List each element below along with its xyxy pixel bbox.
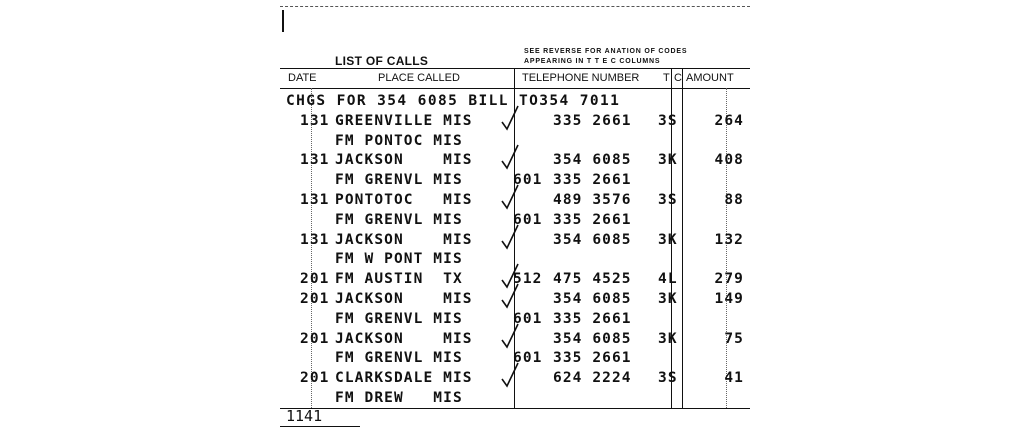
call-type-code: 3S	[658, 192, 678, 208]
header-top-rule	[280, 68, 750, 69]
call-type-code: 3S	[658, 370, 678, 387]
check-mark-icon	[500, 104, 522, 132]
origin-place: FM GRENVL MIS	[335, 172, 463, 189]
call-amount: 264	[714, 112, 744, 129]
place-called: FM AUSTIN TX	[335, 271, 463, 288]
telephone-number: 354 6085	[553, 291, 632, 307]
telephone-number: 335 2661	[553, 350, 632, 367]
check-mark-icon	[500, 361, 522, 389]
area-code: 601	[513, 310, 543, 327]
place-called: JACKSON MIS	[335, 231, 473, 248]
call-row	[280, 151, 750, 170]
page-code-underline	[280, 426, 360, 427]
call-amount: 279	[714, 271, 744, 288]
footer-rule	[280, 408, 750, 409]
check-mark-icon	[500, 223, 522, 251]
telephone-number: 335 2661	[553, 211, 632, 228]
check-mark-icon	[500, 183, 522, 211]
origin-place: FM W PONT MIS	[335, 251, 463, 268]
call-date: 131	[300, 152, 330, 169]
telephone-number: 354 6085	[553, 152, 632, 169]
col-t-header: T	[663, 72, 670, 84]
telephone-number: 335 2661	[553, 112, 632, 129]
call-type-code: 3K	[658, 330, 678, 347]
place-called: PONTOTOC MIS	[335, 192, 473, 208]
call-type-code: 3S	[658, 112, 678, 129]
page-code: 1141	[286, 407, 323, 425]
call-amount: 149	[714, 291, 744, 307]
col-date-header: DATE	[288, 72, 317, 84]
place-called: GREENVILLE MIS	[335, 112, 473, 129]
check-mark-icon	[500, 143, 522, 171]
col-telephone-header: TELEPHONE NUMBER	[522, 72, 640, 84]
call-amount: 132	[714, 231, 744, 248]
origin-place: FM GRENVL MIS	[335, 211, 463, 228]
col-amount-header: AMOUNT	[686, 72, 734, 84]
area-code: 601	[513, 211, 543, 228]
call-amount: 41	[724, 370, 744, 387]
col-place-header: PLACE CALLED	[378, 72, 460, 84]
origin-place: FM GRENVL MIS	[335, 310, 463, 327]
origin-place: FM GRENVL MIS	[335, 350, 463, 367]
place-called: JACKSON MIS	[335, 330, 473, 347]
call-amount: 408	[714, 152, 744, 169]
telephone-number: 624 2224	[553, 370, 632, 387]
telephone-number: 335 2661	[553, 172, 632, 189]
torn-top-edge	[280, 6, 750, 7]
call-row	[280, 231, 750, 250]
header-bottom-rule	[280, 88, 750, 89]
place-called: JACKSON MIS	[335, 291, 473, 307]
call-row	[280, 330, 750, 349]
origin-place: FM PONTOC MIS	[335, 132, 463, 149]
origin-place: FM DREW MIS	[335, 390, 463, 406]
check-mark-icon	[500, 282, 522, 310]
margin-mark	[282, 10, 284, 32]
codes-note-line2: APPEARING IN T T E C COLUMNS	[524, 58, 661, 65]
form-title: LIST OF CALLS	[335, 54, 429, 68]
call-date: 131	[300, 192, 330, 208]
call-list-sheet	[280, 0, 750, 447]
telephone-number: 354 6085	[553, 330, 632, 347]
call-row	[280, 112, 750, 131]
call-row	[280, 369, 750, 388]
call-date: 201	[300, 291, 330, 307]
place-called: CLARKSDALE MIS	[335, 370, 473, 387]
area-code: 512	[513, 271, 543, 288]
telephone-number: 475 4525	[553, 271, 632, 288]
telephone-number: 489 3576	[553, 192, 632, 208]
call-type-code: 3K	[658, 291, 678, 307]
origin-row	[280, 389, 750, 408]
call-date: 201	[300, 330, 330, 347]
col-c-header: C	[674, 72, 682, 84]
place-called: JACKSON MIS	[335, 152, 473, 169]
codes-note-line1: SEE REVERSE FOR ANATION OF CODES	[524, 48, 688, 55]
area-code: 601	[513, 172, 543, 189]
call-amount: 75	[724, 330, 744, 347]
call-type-code: 3K	[658, 152, 678, 169]
telephone-number: 335 2661	[553, 310, 632, 327]
call-amount: 88	[724, 192, 744, 208]
call-type-code: 4L	[658, 271, 678, 288]
telephone-number: 354 6085	[553, 231, 632, 248]
call-row	[280, 290, 750, 309]
call-date: 201	[300, 370, 330, 387]
charges-header-text: CHGS FOR 354 6085 BILL TO354 7011	[286, 93, 621, 109]
check-mark-icon	[500, 322, 522, 350]
call-date: 131	[300, 231, 330, 248]
call-date: 131	[300, 112, 330, 129]
call-type-code: 3K	[658, 231, 678, 248]
call-date: 201	[300, 271, 330, 288]
area-code: 601	[513, 350, 543, 367]
call-row	[280, 191, 750, 210]
